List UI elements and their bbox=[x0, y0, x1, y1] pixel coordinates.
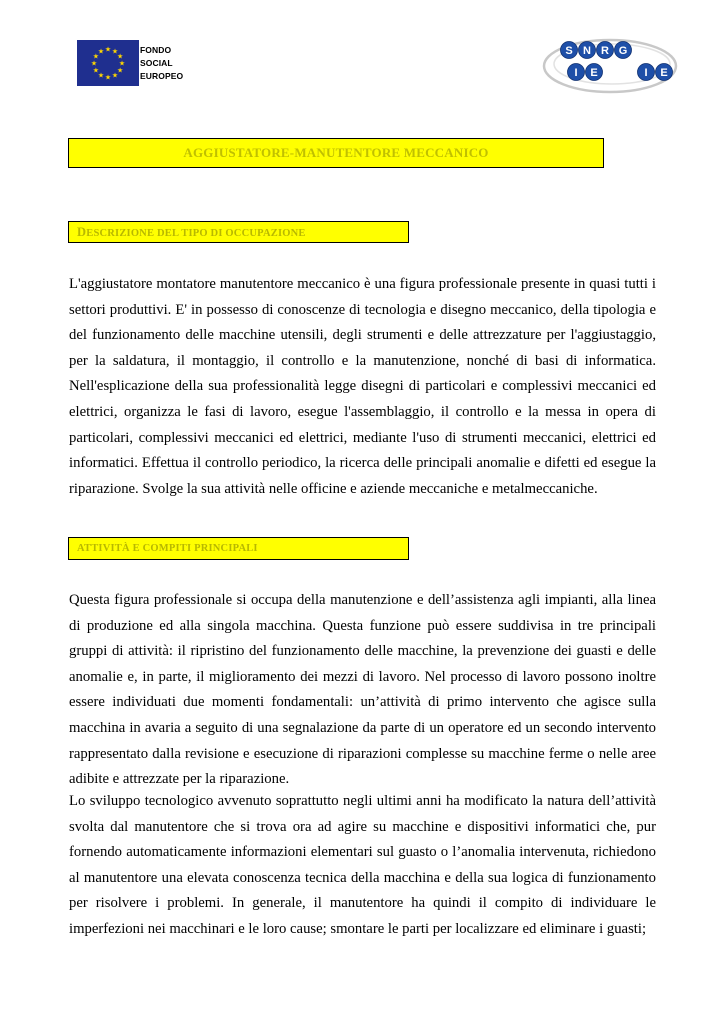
eu-flag-icon bbox=[77, 40, 139, 86]
technology-paragraph: Lo sviluppo tecnologico avvenuto soprattutto negli ultimi anni ha modificato la natura dell’attività svolta dal manutentore che si trova ora ad agire su macchine e dispositivi informatici che, pur fornendo automaticamente informazioni elementari sul guasto o l’anomalia intervenuta, richiedono al manutentore una elevata conoscenza tecnica della macchina e della sua logica di funzionamento per risolvere i problemi. In generale, il manutentore ha quindi il compito di individuare le imperfezioni nei macchinari e le loro cause; smontare le parti per localizzare ed eliminare i guasti; bbox=[69, 793, 656, 937]
section-heading-rest: ESCRIZIONE DEL TIPO DI OCCUPAZIONE bbox=[86, 227, 306, 239]
section-heading-description bbox=[68, 221, 409, 243]
section-heading-text bbox=[77, 225, 306, 240]
eu-star-icon: ★ bbox=[104, 45, 112, 54]
snrg-logo-letter: E bbox=[660, 67, 668, 79]
section-heading-text: ATTIVITÀ E COMPITI PRINCIPALI bbox=[77, 543, 258, 554]
snrg-logo bbox=[540, 32, 680, 96]
eu-star-icon: ★ bbox=[90, 59, 98, 68]
eu-star-icon: ★ bbox=[97, 71, 105, 80]
document-title-box bbox=[68, 138, 604, 168]
section-heading-activities bbox=[68, 537, 409, 560]
snrg-logo-letter: I bbox=[574, 67, 578, 79]
eu-star-icon: ★ bbox=[92, 52, 100, 61]
eu-logo-line: FONDO bbox=[140, 44, 172, 55]
activities-paragraph: Questa figura professionale si occupa della manutenzione e dell’assistenza agli impianti, alla linea di produzione ed alla singola macchina. Questa funzione può essere suddivisa in tre principali gruppi di attività: il ripristino del funzionamento delle macchine, la prevenzione dei guasti e delle anomalie e, in parte, il miglioramento dei mezzi di lavoro. Nel processo di lavoro possono inoltre essere individuati due momenti fondamentali: un’attività di primo intervento che agisce sulla macchina in avaria a seguito di una segnalazione da parte di un operatore ed un secondo intervento rappresentato dalla revisione e esecuzione di riparazioni complesse su macchine ferme o nelle aree adibite e attrezzate per la riparazione. bbox=[69, 592, 656, 788]
document-title: AGGIUSTATORE-MANUTENTORE MECCANICO bbox=[183, 145, 489, 160]
eu-logo-line: EUROPEO bbox=[140, 70, 184, 81]
eu-star-icon: ★ bbox=[92, 66, 100, 75]
description-paragraph: L'aggiustatore montatore manutentore meccanico è una figura professionale presente in quasi tutti i settori produttivi. E' in possesso di conoscenze di tecnologia e disegno meccanico, della tipologia e del funzionamento delle macchine utensili, degli strumenti e delle attrezzature per l'aggiustaggio, per la saldatura, il montaggio, il controllo e la manutenzione, nonché di basi di informatica. Nell'esplicazione della sua professionalità legge disegni di particolari e complessivi meccanici ed elettrici, organizza le fasi di lavoro, esegue l'assemblaggio, il controllo e la messa in opera di particolari, complessivi meccanici ed elettrici, mediante l'uso di strumenti meccanici, elettrici ed informatici. Effettua il controllo periodico, la ricerca delle principali anomalie e difetti ed esegue la riparazione. Svolge la sua attività nelle officine e aziende meccaniche e metalmeccaniche. bbox=[69, 276, 656, 497]
snrg-logo-letter: N bbox=[583, 45, 591, 57]
snrg-logo-letter: G bbox=[618, 45, 628, 57]
eu-star-icon: ★ bbox=[104, 73, 112, 82]
eu-star-icon: ★ bbox=[116, 66, 124, 75]
snrg-logo-letter: R bbox=[601, 45, 609, 57]
eu-star-icon: ★ bbox=[118, 59, 126, 68]
fondo-sociale-europeo-logo bbox=[77, 40, 189, 86]
snrg-logo-letter: S bbox=[565, 45, 573, 57]
eu-logo-line: SOCIAL bbox=[140, 57, 173, 68]
eu-logo-text bbox=[140, 40, 183, 86]
section-heading-initial: D bbox=[77, 224, 87, 239]
snrg-logo-letter: I bbox=[644, 67, 648, 79]
eu-star-icon: ★ bbox=[111, 47, 119, 56]
eu-star-icon: ★ bbox=[97, 47, 105, 56]
eu-star-icon: ★ bbox=[116, 52, 124, 61]
eu-star-icon: ★ bbox=[111, 71, 119, 80]
snrg-logo-letter: E bbox=[590, 67, 598, 79]
